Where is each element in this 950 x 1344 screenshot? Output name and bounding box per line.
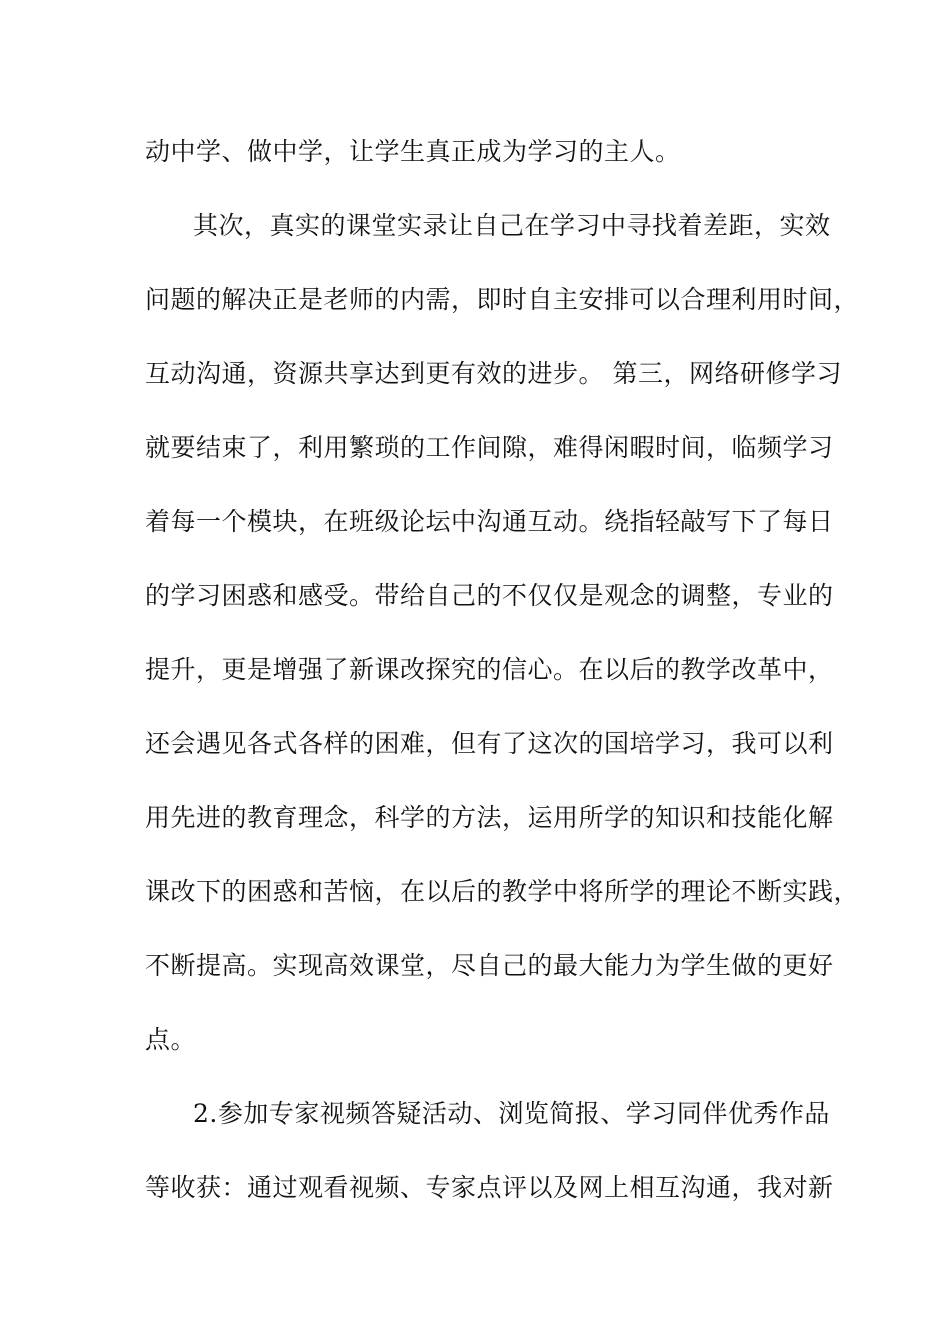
text-line: 的学习困惑和感受。带给自己的不仅仅是观念的调整，专业的 [145, 581, 834, 610]
text-line: 问题的解决正是老师的内需，即时自主安排可以合理利用时间， [145, 285, 860, 314]
paragraph-start-line: 其次，真实的课堂实录让自己在学习中寻找着差距，实效 [193, 211, 831, 240]
text-line: 着每一个模块，在班级论坛中沟通互动。绕指轻敲写下了每日 [145, 507, 834, 536]
text-line: 动中学、做中学，让学生真正成为学习的主人。 [145, 137, 681, 166]
text-line: 还会遇见各式各样的困难，但有了这次的国培学习，我可以利 [145, 729, 834, 758]
text-line: 用先进的教育理念，科学的方法，运用所学的知识和技能化解 [145, 803, 834, 832]
text-line: 互动沟通，资源共享达到更有效的进步。 第三，网络研修学习 [145, 359, 842, 388]
text-line: 课改下的困惑和苦恼，在以后的教学中将所学的理论不断实践， [145, 877, 860, 906]
text-line: 不断提高。实现高效课堂，尽自己的最大能力为学生做的更好 [145, 951, 834, 980]
text-line: 点。 [145, 1025, 197, 1054]
text-line: 就要结束了，利用繁琐的工作间隙，难得闲暇时间，临频学习 [145, 433, 834, 462]
text-line: 等收获：通过观看视频、专家点评以及网上相互沟通，我对新 [145, 1173, 834, 1202]
text-line: 提升，更是增强了新课改探究的信心。在以后的教学改革中， [145, 655, 834, 684]
paragraph-start-line: 2.参加专家视频答疑活动、浏览简报、学习同伴优秀作品 [193, 1099, 830, 1128]
